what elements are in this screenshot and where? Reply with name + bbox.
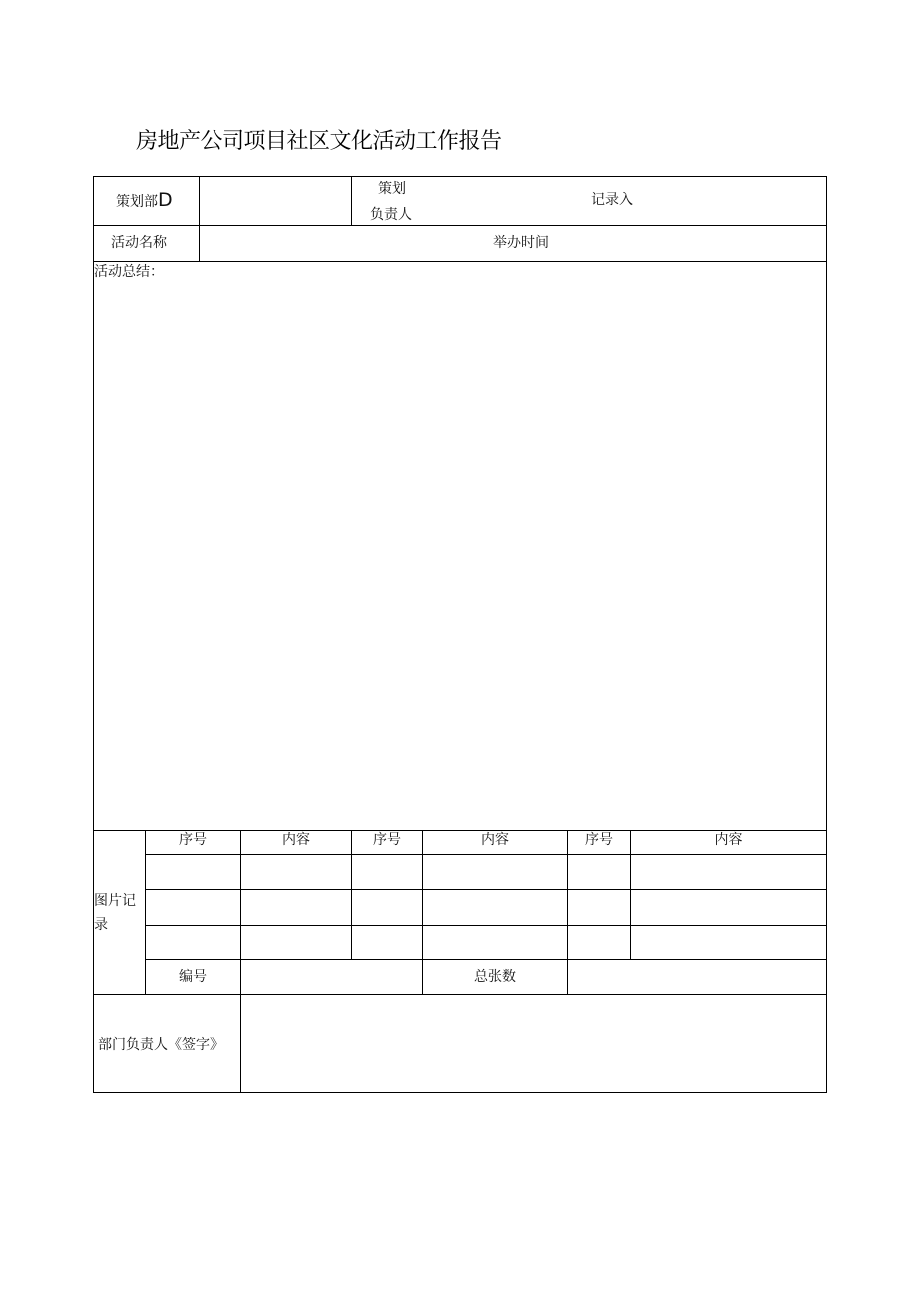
photo-cell[interactable] bbox=[352, 890, 422, 925]
document-title: 房地产公司项目社区文化活动工作报告 bbox=[136, 129, 502, 154]
activity-name-label: 活动名称 bbox=[111, 235, 167, 251]
signature-label: 部门负责人《签字》 bbox=[98, 1037, 224, 1053]
photo-cell[interactable] bbox=[568, 855, 630, 889]
header-col-divider-2 bbox=[351, 176, 352, 226]
photo-cell[interactable] bbox=[146, 926, 240, 959]
summary-field[interactable] bbox=[94, 282, 826, 830]
column-header-seq-1: 序号 bbox=[179, 832, 207, 848]
row-divider-summary bbox=[93, 830, 827, 831]
recorder-label: 记录入 bbox=[591, 192, 633, 208]
total-count-field[interactable] bbox=[568, 960, 826, 994]
planner-label-line1: 策划 bbox=[378, 181, 406, 197]
table-border-right bbox=[826, 176, 827, 1093]
row-divider-activity bbox=[93, 261, 827, 262]
photo-cell[interactable] bbox=[146, 890, 240, 925]
total-count-label: 总张数 bbox=[474, 969, 516, 985]
report-form-table bbox=[93, 176, 827, 1093]
planner-field[interactable] bbox=[423, 177, 583, 225]
department-label bbox=[116, 189, 173, 211]
photo-cell[interactable] bbox=[352, 855, 422, 889]
department-label-suffix: D bbox=[158, 189, 173, 211]
department-label-text: 策划部 bbox=[116, 194, 158, 210]
number-label: 编号 bbox=[179, 969, 207, 985]
photo-cell[interactable] bbox=[352, 926, 422, 959]
photo-cell[interactable] bbox=[631, 926, 826, 959]
department-field[interactable] bbox=[200, 177, 351, 225]
photo-cell[interactable] bbox=[423, 890, 567, 925]
activity-time-field[interactable] bbox=[563, 226, 826, 261]
number-field[interactable] bbox=[241, 960, 422, 994]
recorder-field[interactable] bbox=[643, 177, 826, 225]
photo-cell[interactable] bbox=[568, 926, 630, 959]
column-header-content-2: 内容 bbox=[481, 832, 509, 848]
activity-time-label: 举办时间 bbox=[493, 235, 549, 251]
photo-record-label-line1: 图片记 bbox=[94, 893, 136, 909]
photo-cell[interactable] bbox=[241, 855, 351, 889]
activity-name-field[interactable] bbox=[200, 226, 480, 261]
photo-record-label-line2: 录 bbox=[94, 917, 108, 933]
photo-cell[interactable] bbox=[423, 926, 567, 959]
photo-cell[interactable] bbox=[631, 855, 826, 889]
column-header-seq-3: 序号 bbox=[585, 832, 613, 848]
column-header-content-3: 内容 bbox=[714, 832, 743, 848]
column-header-content-1: 内容 bbox=[282, 832, 310, 848]
photo-cell[interactable] bbox=[423, 855, 567, 889]
summary-label: 活动总结： bbox=[94, 264, 164, 280]
photo-cell[interactable] bbox=[146, 855, 240, 889]
signature-field[interactable] bbox=[241, 995, 826, 1092]
photo-cell[interactable] bbox=[631, 890, 826, 925]
table-border-bottom bbox=[93, 1092, 827, 1093]
photo-cell[interactable] bbox=[241, 926, 351, 959]
column-header-seq-2: 序号 bbox=[373, 832, 401, 848]
planner-label-line2: 负责人 bbox=[370, 207, 412, 223]
photo-cell[interactable] bbox=[568, 890, 630, 925]
photo-cell[interactable] bbox=[241, 890, 351, 925]
